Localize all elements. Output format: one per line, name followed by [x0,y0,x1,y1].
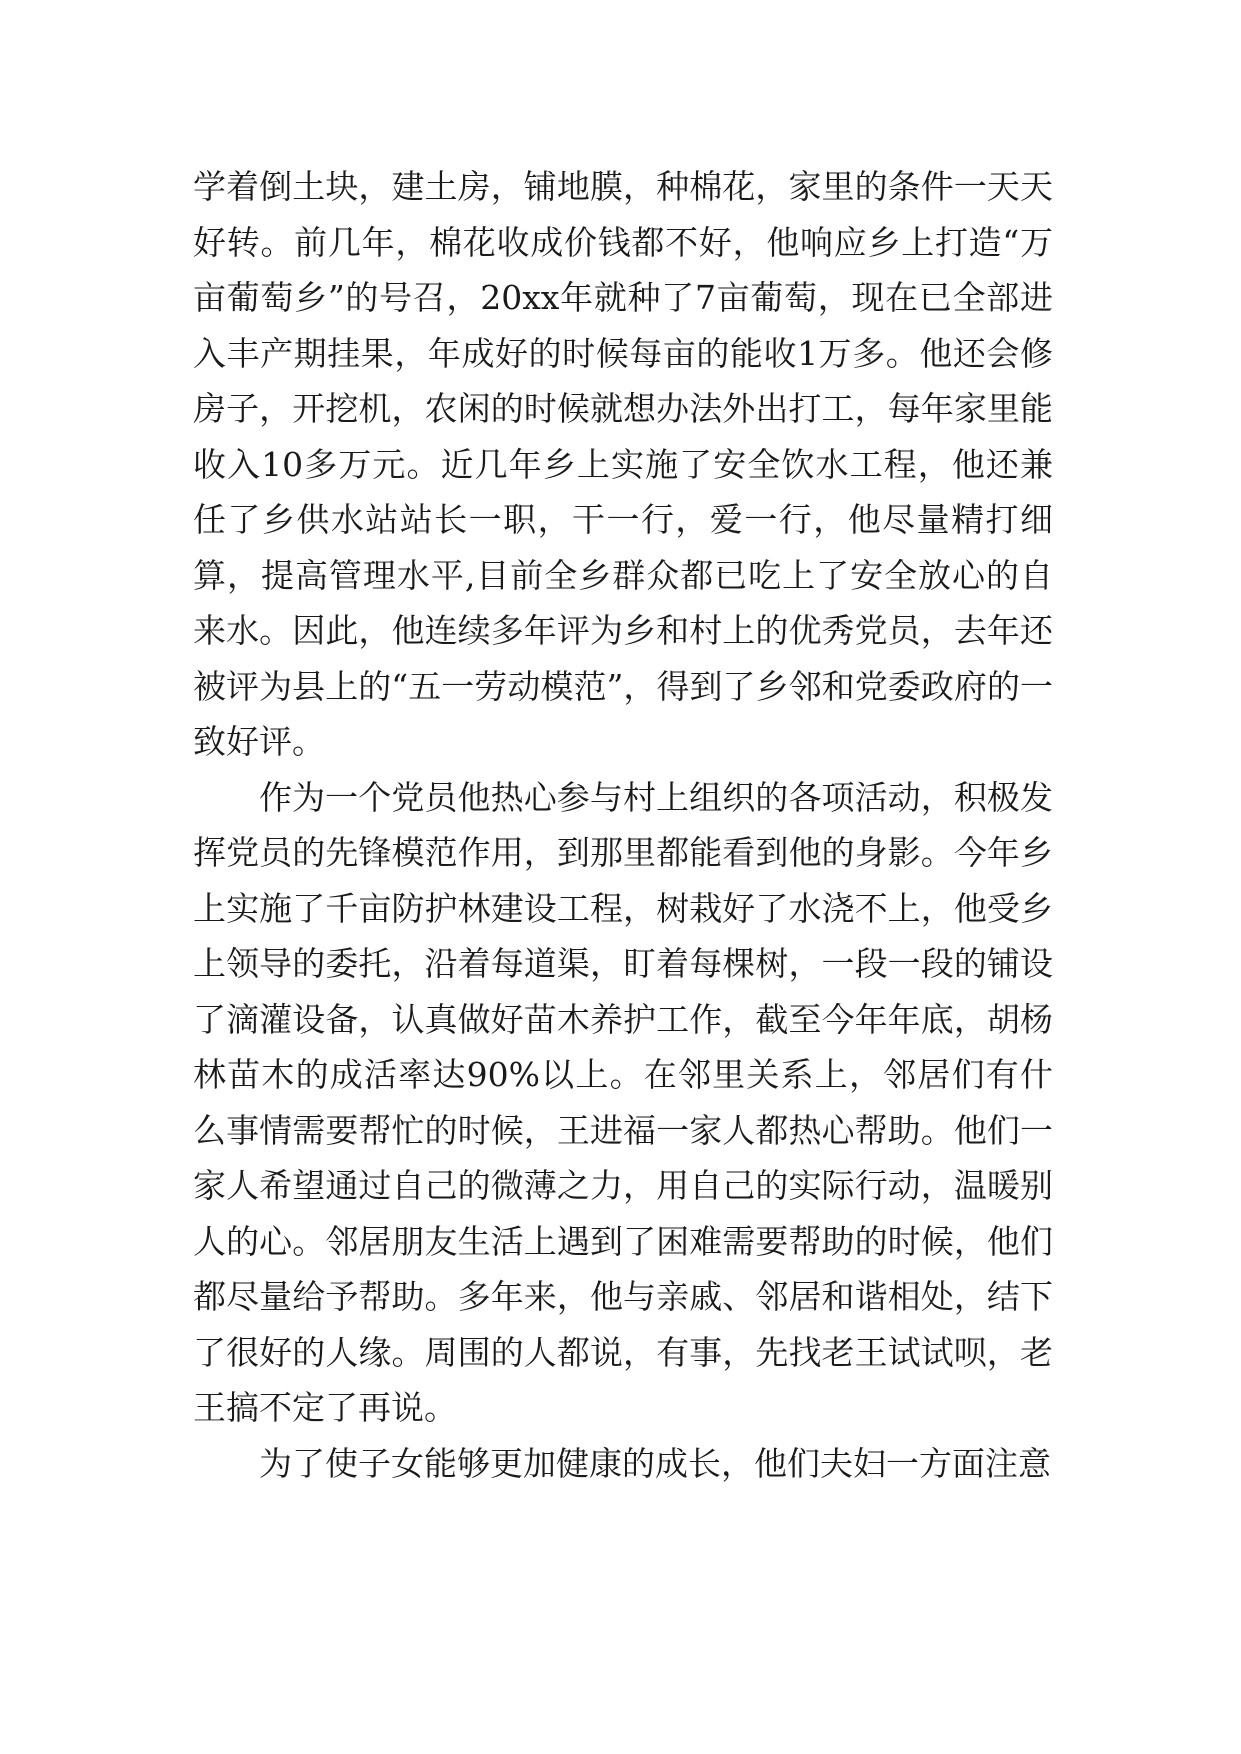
paragraph-2: 作为一个党员他热心参与村上组织的各项活动，积极发挥党员的先锋模范作用，到那里都能看到他的身影。今年乡上实施了千亩防护林建设工程，树栽好了水浇不上，他受乡上领导的委托，沿着每道渠，盯着每棵树，一段一段的铺设了滴灌设备，认真做好苗木养护工作，截至今年年底，胡杨林苗木的成活率达90%以上。在邻里关系上，邻居们有什么事情需要帮忙的时候，王进福一家人都热心帮助。他们一家人希望通过自己的微薄之力，用自己的实际行动，温暖别人的心。邻居朋友生活上遇到了困难需要帮助的时候，他们都尽量给予帮助。多年来，他与亲戚、邻居和谐相处，结下了很好的人缘。周围的人都说，有事，先找老王试试呗，老王搞不定了再说。 [193,777,1053,1427]
document-body [193,159,1053,1491]
paragraph-1: 学着倒土块，建土房，铺地膜，种棉花，家里的条件一天天好转。前几年，棉花收成价钱都不好，他响应乡上打造“万亩葡萄乡”的号召，20xx年就种了7亩葡萄，现在已全部进入丰产期挂果，年成好的时候每亩的能收1万多。他还会修房子，开挖机，农闲的时候就想办法外出打工，每年家里能收入10多万元。近几年乡上实施了安全饮水工程，他还兼任了乡供水站站长一职，干一行，爱一行，他尽量精打细算，提高管理水平,目前全乡群众都已吃上了安全放心的自来水。因此，他连续多年评为乡和村上的优秀党员，去年还被评为县上的“五一劳动模范”，得到了乡邻和党委政府的一致好评。 [193,167,1053,761]
paragraph-3: 为了使子女能够更加健康的成长，他们夫妇一方面注意 [259,1443,1051,1483]
